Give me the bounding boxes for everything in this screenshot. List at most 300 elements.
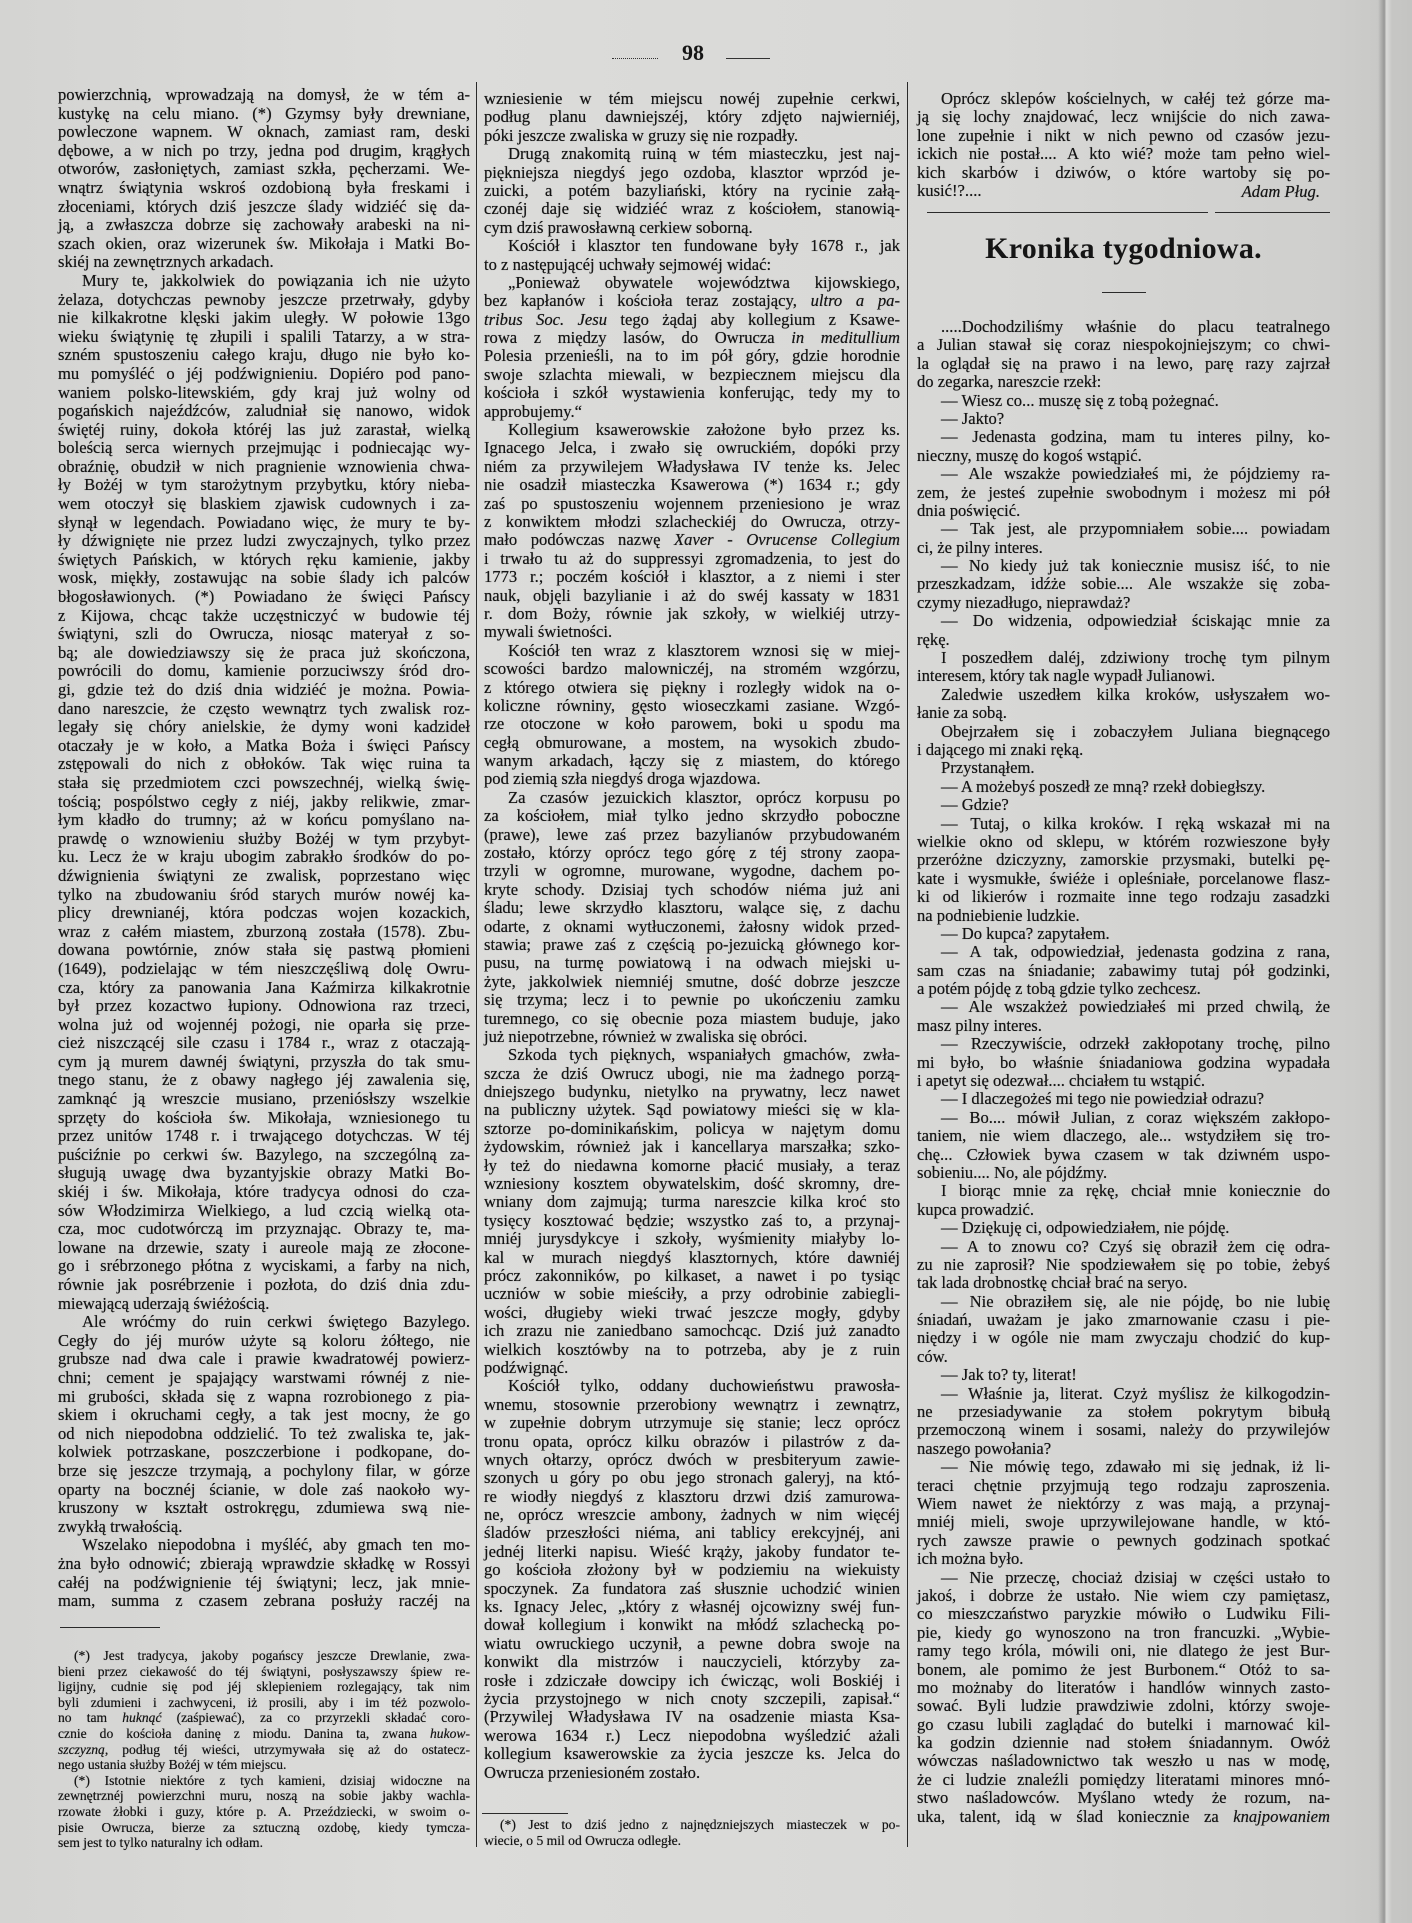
text-line: nego ustania służby Bożéj w tém miejscu. [58,1757,287,1773]
text-line: koliczne równiny, gęsto wioseczkami zasiane. Wzgó- [484,695,900,715]
text-line: kruszony w kształt ostrokręgu, zdumiewa swą nie- [58,1498,470,1518]
text-line: kusić!?.... [917,180,982,200]
text-line: piękniejsza niegdyś jego ozdoba, klasztor wprzód je- [484,162,900,182]
text-segment: rowa z między lasów, do Owrucza [484,328,792,348]
italic-text: knajpowaniem [1233,1806,1330,1826]
text-line: dano nareszcie, że często wewnątrz tych zwalisk roz- [58,698,470,718]
text-line: Przystanąłem. [941,758,1035,778]
text-line: kustykę na celu miano. (*) Gzymsy były drewniane, [58,103,470,123]
text-line: wieku świątynię tę złupili i spalili Tatarzy, a w stra- [58,326,470,346]
text-line: żyte, jakkolwiek niemniéj smutne, dość dobrze jeszcze [484,971,900,991]
text-line: sować. Byli ludzie prawdziwie zdolni, którzy swoje- [917,1696,1330,1716]
text-line: sem jest to tylko naturalny ich odłam. [58,1835,264,1851]
text-line: ki od likierów i rozmaite inne tego rodzaju zasadzki [917,887,1330,907]
text-line: — No kiedy już tak koniecznie musisz iść, to nie [941,556,1330,576]
text-line: ka godzin dziennie nad stołem śniadannym. Owóż [917,1733,1330,1753]
text-line: masz pilny interes. [917,1015,1042,1035]
text-line: otworów, zasłoniętych, zamiast szkła, pęcherzami. We- [58,159,470,179]
text-line: la oglądał się na prawo i na lewo, parę razy zajrzał [917,353,1330,373]
text-line: spoczynek. Za fundatora zaś słusznie uchodzić winien [484,1578,900,1598]
text-line: łanie za sobą. [917,703,1007,723]
text-line: — Dziękuję ci, odpowiedziałem, nie pójdę. [941,1218,1230,1238]
text-line: rosłe i zdziczałe dowcipy ich ćwicząc, woli Boskiéj i [484,1670,900,1690]
text-line: całéj na podźwignienie téj świątyni; lecz, jak mnie- [58,1572,470,1592]
text-line: — Wiesz co... muszę się z tobą pożegnać. [941,390,1219,410]
text-line: przez unitów 1748 r. i trwającego dotychczas. W téj [58,1126,470,1146]
text-line: Cegły do jéj murów użyte są koloru żółtego, nie [58,1330,470,1350]
text-line: boleścią serca wiernych przejmując i podniecając wy- [58,438,470,458]
text-line: wielkich kosztówby na to potrzeba, aby je z ruin [484,1339,900,1359]
text-line: i apetyt się odezwał.... chciałem tu wstąpić. [917,1071,1205,1091]
heading-rule [1102,292,1146,293]
text-line: legały się chóry anielskie, że dymy woni kadzideł [58,717,470,737]
text-line: skiéj i św. Mikołaja, które tradycya odnosi do cza- [58,1182,470,1202]
text-line: szcza że dziś Owrucz ubogi, nie ma żadnego porzą- [484,1063,900,1083]
paragraph [484,789,900,1046]
section-heading-kronika: Kronika tygodniowa. [985,232,1262,265]
text-line: — Jakto? [941,408,1005,428]
text-line: — Tutaj, o kilka kroków. I ręką wskazał mi na [941,813,1330,833]
text-line [484,292,900,310]
text-line: dowana powtórnie, znów stała się pastwą płomieni [58,940,470,960]
paragraph [484,642,900,789]
text-line: prawdę o wznowieniu służby Bożéj w tym przybyt- [58,828,470,848]
text-line: zwykłą trwałością. [58,1516,183,1536]
text-line: miewającą uderzają świéżością. [58,1293,270,1313]
paragraph [917,520,1330,557]
text-line: — Nie przeczę, chociaż dzisiaj w części ustało to [941,1567,1330,1587]
text-line: — Rzeczywiście, odrzekł zakłopotany trochę, pilno [941,1034,1330,1054]
text-line: — Jak to? ty, literat! [941,1365,1077,1385]
text-line: wiecie, o 5 mil od Owrucza odległe. [484,1832,682,1848]
text-line: Wiem nawet że niektórzy z was mają, a przynaj- [917,1494,1330,1513]
text-line: tością; pospólstwo cegły z niéj, jakby relikwie, zmar- [58,791,470,811]
paragraph [58,1773,470,1851]
paragraph [917,1109,1330,1183]
text-line: ją, a zwłaszcza dobrze się zachowały arabeski na ni- [58,215,470,235]
text-line: podźwignąć. [484,1357,569,1377]
text-line: lowane na drzewie, szaty i aureole mają ze złocone- [58,1237,470,1257]
text-line: rze otoczone w koło parowem, boki u spodu ma [484,714,900,734]
text-line: ks. Ignacy Jelec, „który z własnéj ojcowizny swéj fun- [484,1597,900,1617]
author-signature: Adam Pług. [1241,182,1320,201]
text-line: że ci ludzie znaleźli pomiędzy literatami minores mnó- [917,1769,1330,1789]
paragraph [484,1817,900,1848]
text-line: — A możebyś poszedł ze mną? rzekł dobiegłszy. [941,776,1266,796]
text-line: — Właśnie ja, literat. Czyż myślisz że kilkogodzin- [941,1383,1330,1403]
text-line: Szkoda tych pięknych, wspaniałych gmachów, zwła- [508,1045,900,1065]
text-line: ligijny, cudnie się pod jéj sklepieniem rozlegający, tak nim [58,1679,470,1695]
text-segment: mało podówczas nazwę [484,530,675,550]
text-line: uczniów w sobie mieściły, a przy odrobinie zabiegli- [484,1284,900,1304]
text-line: sam czas na śniadanie; zabawimy tutaj pół godzinki, [917,960,1330,980]
text-line: tak lada drobnostkę chciał brać na seryo. [917,1273,1188,1293]
paragraph [917,1090,1330,1108]
italic-text: tribus Soc. Jesu [484,309,608,329]
text-line: — Do widzenia, odpowiedział ściskając mnie za [941,611,1330,631]
text-segment: tego żądaj aby kollegium z Ksawe- [607,309,900,329]
text-line: naszego powołania? [917,1438,1052,1458]
text-line: i trwało tu aż do suppressyi zgromadzenia, to jest do [484,548,900,568]
text-line: — Tak jest, ale przypomniałem sobie.... powiadam [941,519,1330,539]
text-line: ne przesiadywanie za stołem pokrytym bibułą [917,1402,1330,1422]
footnote-rule [60,1627,160,1628]
text-line: wniany dom zajmują; turma nareszcie kilka kroć sto [484,1192,900,1212]
column-1-text [58,86,470,1611]
text-line: wem otoczył się blaskiem zjawisk cudownych i za- [58,494,470,514]
text-line: to z następującéj uchwały sejmowéj widać: [484,254,772,274]
text-line: Za czasów jezuickich klasztor, oprócz korpusu po [508,787,900,807]
text-line: podług planu dawniejszéj, który zdjęto najwierniéj, [484,107,900,127]
text-line: ickich nie postał.... A kto wié? może tam pełno wiel- [917,144,1330,164]
text-line: werowa 1634 r.) Lecz niepodobna wyśledzić ażali [484,1725,900,1745]
text-line: cza, który za panowania Jana Kaźmirza kilkakrotnie [58,977,470,997]
column-2-text [484,90,900,1782]
paragraph [484,1377,900,1782]
paragraph [917,1238,1330,1293]
text-line: słynął w legendach. Powiadano więc, że mury te by- [58,512,470,532]
text-line: czonéj daje się widziéć wraz z kościołem, stanowią- [484,199,900,219]
paragraph [58,1536,470,1610]
text-line: kollegium ksawerowskie za życia jeszcze ks. Jelca do [484,1744,900,1764]
text-line: na podniebienie ludzkie. [917,905,1080,925]
text-line: zem, że jesteś zupełnie swobodnym i możesz mi pół [917,482,1330,502]
text-line: tysięcy kosztować będzie; wszystko zaś to, a przynaj- [484,1210,900,1230]
paragraph [58,272,470,1313]
text-line: póki jeszcze zwaliska w gruzy się nie rozpadły. [484,125,799,145]
text-line: żna było odnowić; zbierają wprawdzie składkę w Rossyi [58,1553,470,1573]
text-line: na publiczny użytek. Sąd powiatowy mieści się w kla- [484,1100,900,1120]
text-line: pusu, na turmę powiatową i na odwach miejski u- [484,953,900,973]
text-line: Kościół ten wraz z klasztorem wznosi się w miej- [508,640,900,660]
text-line: mam, summa z czasem zebrana posłuży raczéj na [58,1591,470,1611]
paragraph [917,723,1330,760]
text-line: tnego stanu, że z obawy nagłego jéj zawalenia się, [58,1070,470,1090]
text-line: swoje szlachta miewali, w bezpiecznem miejscu dla [484,364,900,384]
text-line: niędzy i w ogóle nie mam zwyczaju chodzić do kup- [917,1328,1330,1348]
italic-text: hukow- [429,1725,470,1741]
text-line: śniadań, uważam je jako zmarnowanie czasu i pie- [917,1310,1330,1330]
text-line: — A tak, odpowiedział, jedenasta godzina z rana, [941,942,1330,962]
text-line: — Nie obraziłem się, ale nie pójdę, bo nie lubię [941,1291,1330,1311]
text-line: wosk, miękły, zostawując na sobie ślady ich palców [58,568,470,588]
text-line: pod ziemią szła niegdyś droga wjazdowa. [484,769,761,789]
text-line: zu nie zaprosił? Nie spodziewałem się po tobie, żebyś [917,1254,1330,1274]
paragraph [917,796,1330,814]
text-segment: cznie do kościoła daninę z miodu. Danina ta, zwana [58,1725,430,1741]
paragraph [917,778,1330,796]
text-line [58,1726,470,1742]
text-line: Drugą znakomitą ruiną w tém miasteczku, jest naj- [508,144,900,164]
text-line: szach okien, oraz wizerunek św. Mikołaja i Matki Bo- [58,233,470,253]
italic-text: szczyzną [58,1741,105,1757]
text-line: puściźnie po cerkwi św. Bazylego, na szczególną za- [58,1144,470,1164]
paragraph [917,465,1330,520]
text-line: oparty na bocznéj ścianie, w dole zaś naokoło wy- [58,1479,470,1499]
text-line: pie, kiedy go wynoszono na tron francuzki. „Wybie- [917,1622,1330,1642]
paragraph [484,1046,900,1377]
text-line: chni; cement je spajający warstwami równéj z nie- [58,1367,470,1387]
text-line [58,1710,470,1726]
page-number: 98 [682,40,704,65]
text-line: nauk, objęli bazylianie i aż do swéj kassaty w 1831 [484,585,900,605]
text-line: re wiodły niegdyś z klasztoru drzwi dziś zamurowa- [484,1486,900,1506]
text-line: waniem polsko-litewskiém, gdy kraj już wolny od [58,382,470,402]
text-line: z Kijowa, chcąc także uczęstniczyć w budowie téj [58,605,470,625]
footnote-rule [482,1813,568,1814]
text-line: zamknąć ją wreszcie musiano, przeniósłszy wszelkie [58,1089,470,1109]
text-line: wnych ołtarzy, oprócz dwóch w presbiteryum zawie- [484,1449,900,1469]
text-line: a potém pójdę z tobą gdzie tylko zechcesz. [917,979,1201,999]
text-line: zuicki, a potém bazyliański, który na rycinie załą- [484,180,900,200]
text-line: nie kilkakrotne klęski jakim uległy. W połowie 13go [58,308,470,328]
text-line: plicy drewnianéj, która podczas wojen kozackich, [58,903,470,923]
text-segment: uka, talent, idą w ślad koniecznie za [917,1806,1234,1826]
text-line: wiatu owruckiego uczynił, a pewne dobra swoje na [484,1633,900,1653]
text-line: dębowe, a w nich po trzy, jedna pod drugim, krągłych [58,140,470,160]
text-line: ły dźwignięte nie przez ludzi zwyczajnych, tylko przez [58,531,470,551]
paragraph [917,1035,1330,1090]
text-line: bą; ale dowiedziawszy się że praca już skończona, [58,642,470,662]
text-line: zstępowali do nich z obłoków. Tak więc ruina ta [58,754,470,774]
paragraph [917,612,1330,649]
text-segment: , podług téj wieści, utrzymywała się aż do ostatecz- [104,1741,470,1757]
text-line: ły Bożéj w tym starożytnym przybytku, który nieba- [58,475,470,495]
text-line: przeszkadzam, idźże sobie.... Ale wszakże się zoba- [917,574,1330,594]
text-line: cza, moc cudotwórczą im przyznając. Obrazy te, ma- [58,1219,470,1239]
text-segment: no tam [58,1710,123,1726]
text-line: (1649), podzielając w tém nieszczęśliwą dolę Owru- [58,958,470,978]
text-line: zostało, którzy oprócz tego górę z téj strony zaopa- [484,843,900,863]
text-line: stawia; prawe zaś z częścią po-jezuicką głównego kor- [484,934,900,954]
text-line: kate i wysmukłe, świéże i opleśniałe, porcelanowe flasz- [917,868,1330,888]
text-line: kryte schody. Dzisiaj tych schodów niéma już ani [484,879,900,899]
text-line: Polesia przenieśli, na to im pół góry, gdzie horodnie [484,346,900,366]
text-line: cegłą obmurowane, a mostem, na wysokich zbudo- [484,732,900,752]
text-line [484,329,900,347]
text-line: żydowskim, również jak i kancellarya marszałka; szko- [484,1137,900,1157]
text-line: mu pomyśléć o jéj podźwignieniu. Dopiéro pod pano- [58,363,470,383]
text-line: — Ale wszakżeż powiedziałeś mi przed chwilą, że [941,997,1330,1017]
paragraph [484,421,900,642]
text-line: ją się lochy znajdować, lecz wnijście do nich zawa- [917,107,1330,127]
text-line: brze się jeszcze trzymają, a pochylony filar, w górze [58,1460,470,1480]
text-line: z konwiktem młodzi szlacheckiéj do Owrucza, otrzy- [484,511,900,531]
text-line: kościoła i szkół wystawienia konferując, tedy my to [484,383,900,403]
text-line: wraz z całém miastem, zburzoną została (1578). Zbu- [58,921,470,941]
text-line: grubsze nad dwa cale i prawie kwadratowéj powierz- [58,1349,470,1369]
text-line: równie jak posrébrzenie i pozłota, do dziś dnia zdu- [58,1275,470,1294]
text-line: chę... Człowiek bywa czasem w tak dziwném uspo- [917,1144,1330,1164]
text-line: rych zawsze prawie o pewnych godzinach spotkać [917,1530,1330,1550]
text-line: Wszelako niepodobna i myśléć, aby gmach ten mo- [82,1535,470,1555]
paragraph [917,1458,1330,1568]
text-line: ły też do niedawna komorne płacić musiały, a teraz [484,1155,900,1175]
paragraph [58,1648,470,1773]
text-line: śladu; lewe skrzydło klasztoru, walące się, z dachu [484,898,900,918]
text-line: gi, gdzie też do dziś dnia widziéć je można. Powia- [58,680,470,699]
text-line: cym ją murem dawnéj świątyni, przyszła do tak smu- [58,1051,470,1071]
text-line: obraźnię, obudził w nich pragnienie wznowienia chwa- [58,456,470,476]
paragraph [58,86,470,272]
paragraph [917,925,1330,943]
text-line: turemnego, co się obecnie poza miastem buduje, jako [484,1008,900,1028]
text-line: mi grubości, składa się z wapna rozrobionego z pia- [58,1386,470,1406]
text-line: bieni przez ciekawość do téj świątyni, posłyszawszy śpiew re- [58,1663,470,1679]
italic-text: ultro a pa- [810,291,900,311]
text-line: dźwignienia świątyni ze zwalisk, poprzestano więc [58,865,470,885]
text-line: czymy niezadługo, nieprawdaż? [917,592,1131,612]
text-line: Kościół tylko, oddany duchowieństwu prawosła- [508,1376,900,1396]
text-line: mniéj mieli, swoje uprzywilejowane handle, w któ- [917,1512,1330,1532]
text-line: nieczny, muszę do kogoś wstąpić. [917,445,1142,465]
text-line: ich zrazu nie zaniedbano samochcąc. Dziś już zanadto [484,1321,900,1341]
column-divider [907,82,908,1847]
text-line: kich skarbów i dziwów, o które wartoby się po- [917,162,1330,182]
text-line: stała się przedmiotem czci powszechnéj, wielką świę- [58,772,470,792]
text-line: ców. [917,1346,948,1366]
text-line: otaczały je w koło, a Matka Boża i święci Pańscy [58,735,470,755]
text-line: cież niszczącéj sile czasu i 1784 r., wraz z otaczają- [58,1033,470,1053]
paragraph [484,237,900,274]
paragraph [917,686,1330,723]
text-line: tylko na zbudowaniu śród starych murów nowéj ka- [58,884,470,904]
text-line: — Gdzie? [941,795,1009,815]
text-line: Kollegium ksawerowskie założone było przez ks. [508,420,900,440]
text-line: I biorąc mnie za rękę, chciał mnie koniecznie do [941,1181,1330,1201]
paragraph [917,1293,1330,1367]
text-line: Kościół i klasztor ten fundowane były 1678 r., jak [508,236,900,256]
text-segment: bez kapłanów i kościoła teraz zostający, [484,291,811,311]
text-line: dnia poświęcić. [917,500,1021,520]
text-line: tronu opata, oprócz kilku obrazów i pilastrów z da- [484,1431,900,1451]
text-line: szonych u góry po obu jego stronach galeryj, na któ- [484,1468,900,1488]
text-line: sprzęty do kościoła św. Mikołaja, wzniesionego tu [58,1107,470,1127]
paragraph [917,428,1330,465]
section-rule [927,212,1208,213]
text-line: błogosławionych. (*) Powiadano że święci Pańscy [58,587,470,607]
text-line: zewnętrznéj powierzchni muru, noszą na sobie jakby wachla- [58,1788,470,1804]
text-line: powrócili do domu, kamienie porzuciwszy śród dro- [58,661,470,681]
paragraph [484,274,900,421]
text-line: wanym arkadach, łączy się z miastem, do którego [484,751,900,771]
paragraph [917,1385,1330,1459]
text-line: — I dlaczegożeś mi tego nie powiedział odrazu? [941,1089,1264,1109]
column-divider [476,82,477,1847]
text-line: szném spustoszeniu całego kraju, długo nie było ko- [58,345,470,365]
paragraph [917,1219,1330,1237]
text-line: powleczone wapnem. W oknach, zamiast ram, deski [58,122,470,142]
text-line: wówczas naśladownictwo tak weszło u nas w modę, [917,1751,1330,1771]
text-line: mniéj jurysdykcye i szkoły, wyśmienity miałyby lo- [484,1229,900,1249]
text-line: — Nie mówię tego, zdawało mi się jednak, iż li- [941,1457,1330,1477]
text-line: odarte, z oknami wytłuczonemi, żałosny widok przed- [484,916,900,936]
section-rule [1215,212,1330,213]
text-line: cym dziś prawosławną cerkiew soborną. [484,217,753,237]
text-line: przemoczoną winem i sosami, należy do przywilejów [917,1420,1330,1440]
paragraph [917,649,1330,686]
text-line: pogańskich najeźdźców, zaludniał się nanowo, widok [58,401,470,421]
text-line: 1773 r.; poczém kościół i klasztor, a z niemi i ster [484,567,900,587]
text-line: wości, długieby wieki trwać jeszcze mogły, gdyby [484,1302,900,1322]
text-line: rękę. [917,629,950,649]
text-line: wielkie okno od sklepu, w którém rozwieszone były [917,831,1330,851]
page-fold-shadow [1378,0,1392,1923]
text-segment: (zaśpiewać), za co przyrzekli składać coro- [161,1710,470,1726]
text-line: lone zupełnie i nikt w nich pewno od czasów jezu- [917,125,1330,145]
text-line: niém za przywilejem Władysława IV tenże ks. Jelec [484,456,900,476]
text-line: sów Włodzimirza Wielkiego, a lud czcią wielką ota- [58,1200,470,1220]
text-line: ramy tego króla, mówili oni, nie dlatego że jest Bur- [917,1641,1330,1661]
text-line: dniejszego budynku, nietylko na prywatny, lecz nawet [484,1082,900,1102]
italic-text: in meditullium [791,328,900,348]
text-line: ne, oprócz wreszcie ambony, żadnych w nim więcéj [484,1505,900,1525]
text-line: stwo naśladowców. Myślano wtedy że rozum, na- [917,1788,1330,1808]
text-line: Oprócz sklepów kościelnych, w całéj też górze ma- [941,89,1330,108]
text-line: sztorze po-dominikańskim, policya w najętym domu [484,1118,900,1138]
text-line: bonem, ale pomimo że jest Burbonem.“ Otóż to sa- [917,1659,1330,1679]
text-line: pisie Owrucza, bierze za sztuczną ozdobę, kiedy tymcza- [58,1819,470,1835]
text-line: Obejrzałem się i zobaczyłem Juliana biegnącego [941,721,1330,741]
text-line: kupca prowadzić. [917,1199,1035,1219]
text-line: sługują uwagę dwa byzantyjskie obrazy Matki Bo- [58,1163,470,1183]
text-line: żelaza, dotychczas pewnoby jeszcze przetrwały, gdyby [58,289,470,309]
text-line: — Bo.... mówił Julian, z coraz większém zakłopo- [941,1107,1330,1127]
text-line: ich można było. [917,1549,1024,1569]
text-line: — A to znowu co? Czyś się obraził żem cię odra- [941,1236,1330,1256]
paragraph [917,392,1330,410]
text-line: Ignacego Jelca, i zwało się owruckiém, dopóki przy [484,438,900,458]
text-line: (prawe), lewe zaś przez bazylianów przybudowaném [484,824,900,844]
paragraph [917,1366,1330,1384]
column-1-footnotes [58,1648,470,1851]
text-line: mo możnaby do literatów i handlów winnych zasto- [917,1677,1330,1697]
text-line: wzniesienie w tém miejscu nowéj zupełnie cerkwi, [484,89,900,108]
text-line: skiem i okruchami cegły, a tak jest mocny, że go [58,1405,470,1425]
text-line: a Julian stawał się coraz niespokojniejszym; co chwi- [917,335,1330,355]
text-line: świątyni, szli do Owrucza, niosąc materyał z so- [58,624,470,644]
text-line: kal w murach niegdyś klasztornych, które dawniéj [484,1247,900,1267]
text-line: — Ale wszakże powiedziałeś mi, że pójdziemy ra- [941,464,1330,484]
text-line: ku. Lecz że w kraju ubogim zabrakło środków do po- [58,847,470,867]
text-line: zaś po spustoszeniu wojennem przeniesiono je wraz [484,493,900,513]
text-line: go czasu lubili zaglądać do butelki i marnować kil- [917,1714,1330,1734]
italic-text: Xaver - Ovrucense Collegium [674,530,900,550]
text-line: — Do kupca? zapytałem. [941,923,1110,943]
text-line [484,531,900,549]
text-line: z którego otwiera się piękny i rozległy widok na o- [484,677,900,697]
text-line: prócz zakonników, po kilkaset, a nawet i po tysiąc [484,1266,900,1285]
text-line: trzyli w ogromne, murowane, wygodne, dachem po- [484,861,900,881]
text-line: i dającego mi znaki ręką. [917,739,1084,759]
text-line: konwikt dla mistrzów i nauczycieli, którzyby za- [484,1652,900,1672]
paragraph [917,943,1330,998]
paragraph [917,998,1330,1035]
text-line: jakoś, i dobrze że ustało. Nie wiem czy pamiętasz, [917,1585,1330,1605]
text-line: interesem, który tak nagle wypadł Julianowi. [917,666,1216,686]
text-line: łym kładło do trumny; aż w końcu pomyślano na- [58,810,470,830]
italic-text: huknąć [122,1710,162,1726]
text-line: co mieszczaństwo paryzkie mówiło o Ludwiku Fili- [917,1604,1330,1624]
text-line [484,311,900,329]
text-line: Ale wróćmy do ruin cerkwi świętego Bazylego. [82,1312,470,1332]
text-line: teraci chętnie przyjmują tego rodzaju zaproszenia. [917,1475,1330,1495]
paragraph [917,1569,1330,1826]
text-line: się trzyma; lecz i to pewnie po ukończeniu zamku [484,990,900,1010]
text-line: I poszedłem daléj, zdziwiony trochę tym pilnym [941,648,1330,668]
text-line: od nich niepodobna oddzielić. To też zwaliska te, jak- [58,1423,470,1443]
text-line: (*) Jest to dziś jedno z najnędzniejszych miasteczek w po- [500,1817,900,1832]
